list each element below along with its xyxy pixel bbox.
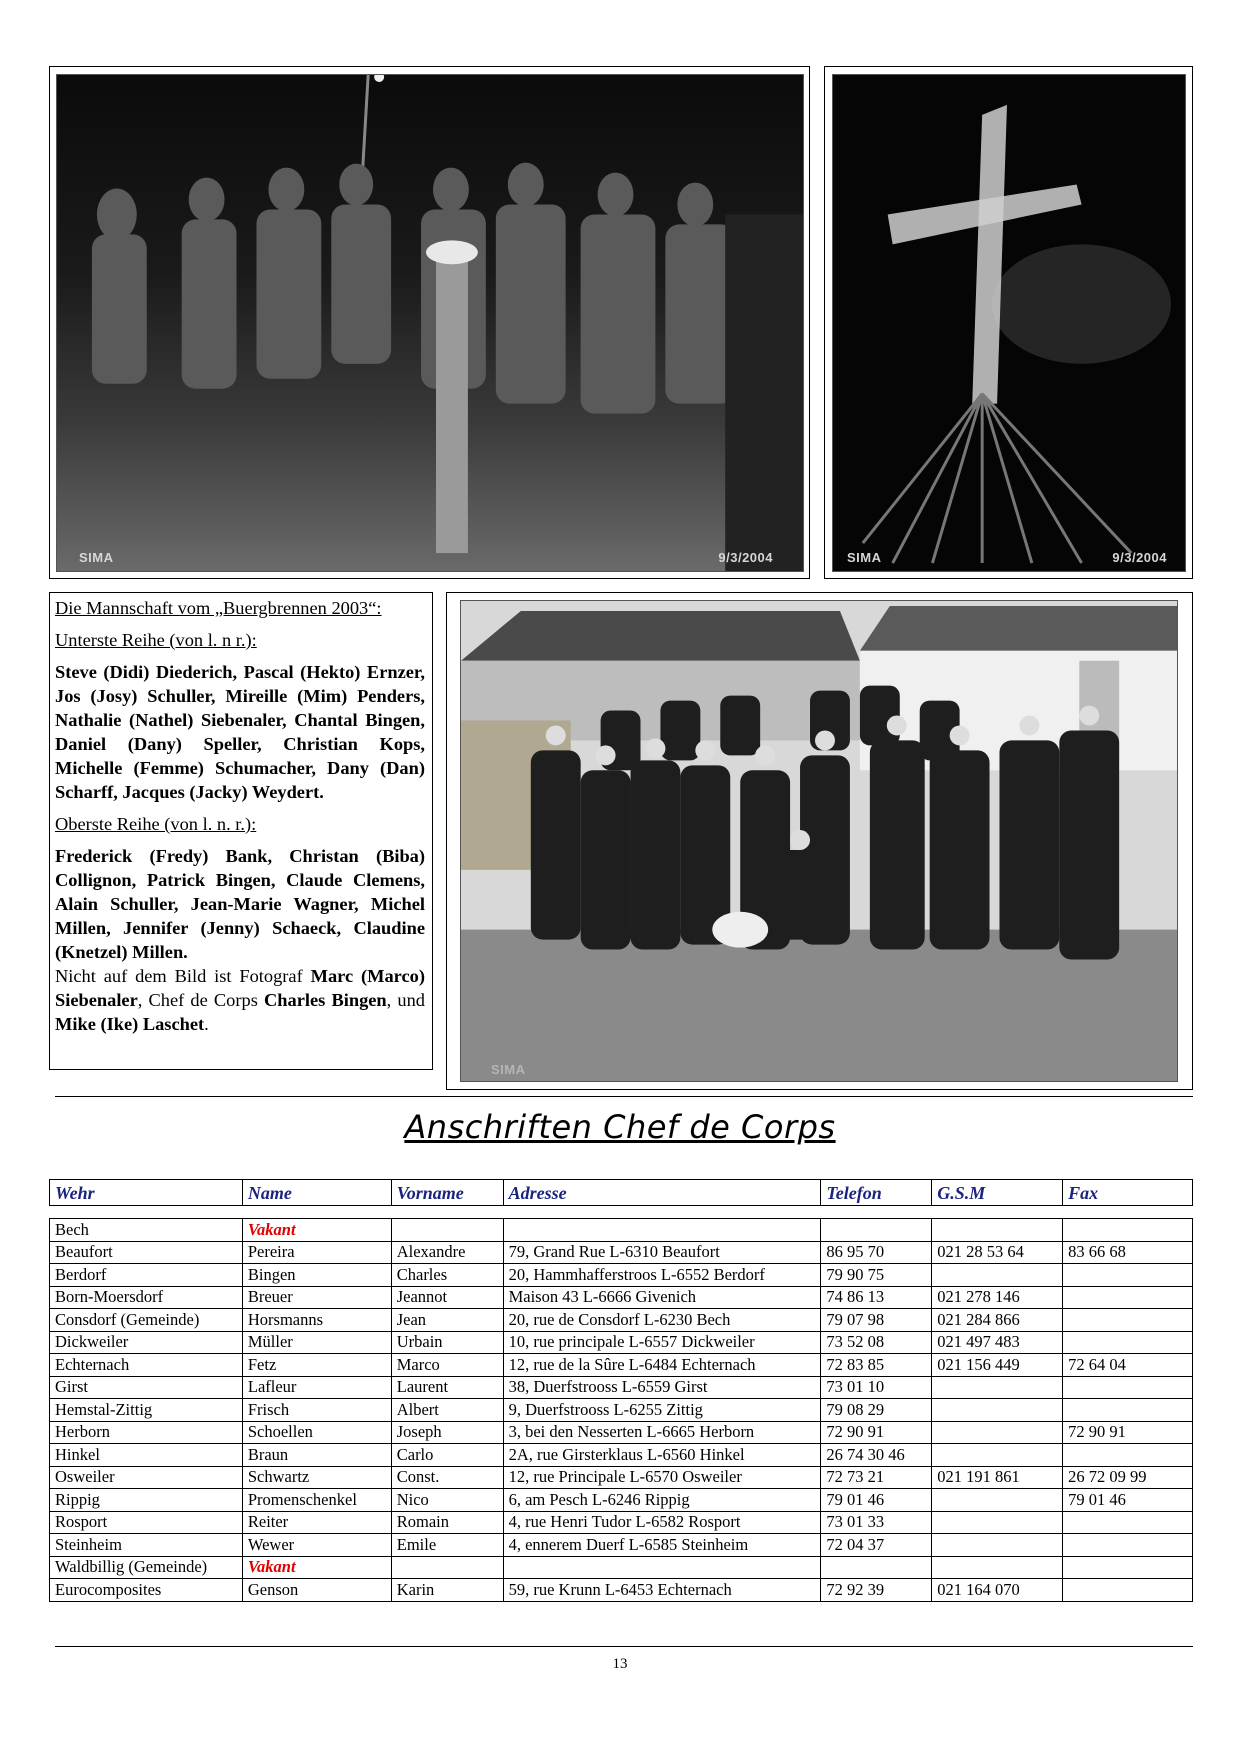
cell-telefon: 73 52 08 [821,1331,932,1354]
cell-telefon: 79 07 98 [821,1309,932,1332]
upper-row-label: Oberste Reihe (von l. n. r.): [55,814,257,834]
cell-fax: 72 90 91 [1063,1421,1193,1444]
cell-vorname: Charles [391,1264,503,1287]
lower-row-label: Unterste Reihe (von l. n r.): [55,630,257,650]
cell-name: Vakant [242,1219,391,1242]
table-row [50,1309,1193,1332]
cell-vorname: Jean [391,1309,503,1332]
cell-adresse: Maison 43 L-6666 Givenich [503,1286,821,1309]
cell-fax [1063,1511,1193,1534]
table-row [50,1556,1193,1579]
cell-gsm [932,1444,1063,1467]
cell-vorname: Karin [391,1579,503,1602]
cell-name: Bingen [242,1264,391,1287]
cell-vorname: Laurent [391,1376,503,1399]
table-row [50,1511,1193,1534]
cell-wehr: Waldbillig (Gemeinde) [50,1556,243,1579]
cell-fax [1063,1331,1193,1354]
column-header-fax: Fax [1063,1180,1193,1206]
cell-gsm [932,1421,1063,1444]
cell-telefon: 73 01 10 [821,1376,932,1399]
cell-wehr: Steinheim [50,1534,243,1557]
table-row [50,1421,1193,1444]
cell-fax: 72 64 04 [1063,1354,1193,1377]
photo-team [460,600,1178,1082]
cell-adresse: 12, rue de la Sûre L-6484 Echternach [503,1354,821,1377]
cell-vorname: Romain [391,1511,503,1534]
cell-wehr: Osweiler [50,1466,243,1489]
cell-fax [1063,1579,1193,1602]
photo-crowd-at-night [56,74,804,572]
cell-wehr: Eurocomposites [50,1579,243,1602]
cell-fax [1063,1399,1193,1422]
cell-vorname: Alexandre [391,1241,503,1264]
team-caption [55,596,425,1036]
page-number: 13 [612,1656,628,1672]
cell-wehr: Born-Moersdorf [50,1286,243,1309]
table-row [50,1444,1193,1467]
cell-fax [1063,1444,1193,1467]
cell-gsm [932,1489,1063,1512]
cell-name: Horsmanns [242,1309,391,1332]
cell-name: Müller [242,1331,391,1354]
cell-telefon: 74 86 13 [821,1286,932,1309]
cell-name: Vakant [242,1556,391,1579]
cell-adresse: 9, Duerfstrooss L-6255 Zittig [503,1399,821,1422]
table-row [50,1579,1193,1602]
cell-name: Pereira [242,1241,391,1264]
cell-adresse: 6, am Pesch L-6246 Rippig [503,1489,821,1512]
cell-name: Schwartz [242,1466,391,1489]
cell-name: Promenschenkel [242,1489,391,1512]
cell-gsm [932,1534,1063,1557]
cell-fax [1063,1556,1193,1579]
cell-telefon: 86 95 70 [821,1241,932,1264]
cell-gsm [932,1399,1063,1422]
cell-vorname: Albert [391,1399,503,1422]
table-row [50,1489,1193,1512]
cell-adresse: 79, Grand Rue L-6310 Beaufort [503,1241,821,1264]
cell-fax: 83 66 68 [1063,1241,1193,1264]
cell-vorname: Marco [391,1354,503,1377]
cell-vorname: Urbain [391,1331,503,1354]
note-text: , und [386,990,425,1010]
table-row [50,1331,1193,1354]
column-header-gsm: G.S.M [932,1180,1063,1206]
cell-adresse: 59, rue Krunn L-6453 Echternach [503,1579,821,1602]
cell-adresse: 38, Duerfstrooss L-6559 Girst [503,1376,821,1399]
table-row [50,1354,1193,1377]
cell-gsm [932,1219,1063,1242]
cell-fax [1063,1376,1193,1399]
address-table [49,1179,1193,1602]
column-header-telefon: Telefon [821,1180,932,1206]
cell-adresse: 2A, rue Girsterklaus L-6560 Hinkel [503,1444,821,1467]
table-row [50,1286,1193,1309]
cell-wehr: Hinkel [50,1444,243,1467]
cell-adresse: 10, rue principale L-6557 Dickweiler [503,1331,821,1354]
cell-fax [1063,1309,1193,1332]
cell-adresse: 4, rue Henri Tudor L-6582 Rosport [503,1511,821,1534]
column-header-wehr: Wehr [50,1180,243,1206]
cell-vorname: Nico [391,1489,503,1512]
cell-adresse: 20, rue de Consdorf L-6230 Bech [503,1309,821,1332]
cell-telefon: 73 01 33 [821,1511,932,1534]
cell-vorname: Const. [391,1466,503,1489]
table-row [50,1466,1193,1489]
cell-name: Lafleur [242,1376,391,1399]
photo-stamp: SIMA [847,550,882,565]
table-row [50,1376,1193,1399]
lower-row-names: Steve (Didi) Diederich, Pascal (Hekto) Ernzer, Jos (Josy) Schuller, Mireille (Mim) Penders, Nathalie (Nathel) Siebenaler, Chantal Bingen, Daniel (Dany) Speller, Christian Kops, Michelle (Femme) Schumacher, Dany (Dan) Scharff, Jacques (Jacky) Weydert. [55,662,425,802]
table-row [50,1264,1193,1287]
cell-telefon: 79 01 46 [821,1489,932,1512]
photo-burning-cross [832,74,1186,572]
cell-gsm: 021 28 53 64 [932,1241,1063,1264]
cell-gsm: 021 497 483 [932,1331,1063,1354]
caption-title: Die Mannschaft vom „Buergbrennen 2003“: [55,598,382,618]
cell-telefon: 72 73 21 [821,1466,932,1489]
section-heading: Anschriften Chef de Corps [404,1108,836,1146]
cell-name: Wewer [242,1534,391,1557]
cell-name: Breuer [242,1286,391,1309]
photo-stamp: SIMA [491,1062,526,1077]
cell-telefon [821,1556,932,1579]
cell-adresse [503,1219,821,1242]
cell-fax: 79 01 46 [1063,1489,1193,1512]
photo-date: 9/3/2004 [1112,550,1167,565]
cell-fax [1063,1286,1193,1309]
cell-telefon: 79 90 75 [821,1264,932,1287]
cell-wehr: Hemstal-Zittig [50,1399,243,1422]
table-row [50,1241,1193,1264]
cell-adresse: 20, Hammhafferstroos L-6552 Berdorf [503,1264,821,1287]
cell-adresse: 4, ennerem Duerf L-6585 Steinheim [503,1534,821,1557]
note-text: , Chef de Corps [137,990,265,1010]
table-row [50,1399,1193,1422]
cell-name: Reiter [242,1511,391,1534]
cell-telefon: 72 83 85 [821,1354,932,1377]
cell-fax [1063,1534,1193,1557]
note-text: Nicht auf dem Bild ist Fotograf [55,966,311,986]
cell-vorname: Emile [391,1534,503,1557]
cell-name: Schoellen [242,1421,391,1444]
cell-wehr: Girst [50,1376,243,1399]
cell-name: Genson [242,1579,391,1602]
note-other: Mike (Ike) Laschet [55,1014,205,1034]
cell-gsm: 021 164 070 [932,1579,1063,1602]
cell-vorname: Joseph [391,1421,503,1444]
cell-name: Braun [242,1444,391,1467]
footer-divider [55,1646,1193,1647]
cell-fax: 26 72 09 99 [1063,1466,1193,1489]
cell-telefon: 72 92 39 [821,1579,932,1602]
cell-gsm: 021 191 861 [932,1466,1063,1489]
cell-telefon: 72 04 37 [821,1534,932,1557]
note-photographer: Marc (Marco) Siebenaler [55,966,425,1010]
cell-wehr: Beaufort [50,1241,243,1264]
table-row [50,1219,1193,1242]
cell-name: Fetz [242,1354,391,1377]
cell-vorname: Carlo [391,1444,503,1467]
cell-gsm: 021 156 449 [932,1354,1063,1377]
cell-telefon: 26 74 30 46 [821,1444,932,1467]
cell-vorname: Jeannot [391,1286,503,1309]
cell-adresse: 12, rue Principale L-6570 Osweiler [503,1466,821,1489]
section-divider [55,1096,1193,1097]
cell-gsm [932,1264,1063,1287]
cell-gsm: 021 278 146 [932,1286,1063,1309]
cell-wehr: Bech [50,1219,243,1242]
cell-telefon [821,1219,932,1242]
cell-telefon: 72 90 91 [821,1421,932,1444]
cell-telefon: 79 08 29 [821,1399,932,1422]
cell-wehr: Rosport [50,1511,243,1534]
cell-wehr: Echternach [50,1354,243,1377]
upper-row-names: Frederick (Fredy) Bank, Christan (Biba) Collignon, Patrick Bingen, Claude Clemens, Alain Schuller, Jean-Marie Wagner, Michel Millen, Jennifer (Jenny) Schaeck, Claudine (Knetzel) Millen. [55,846,425,962]
cell-wehr: Berdorf [50,1264,243,1287]
cell-name: Frisch [242,1399,391,1422]
note-chef: Charles Bingen [264,990,387,1010]
cell-wehr: Consdorf (Gemeinde) [50,1309,243,1332]
table-row [50,1534,1193,1557]
column-header-vorname: Vorname [391,1180,503,1206]
cell-gsm [932,1556,1063,1579]
cell-vorname [391,1556,503,1579]
photo-date: 9/3/2004 [718,550,773,565]
caption-note [55,964,425,1036]
column-header-name: Name [242,1180,391,1206]
cell-wehr: Rippig [50,1489,243,1512]
cell-adresse [503,1556,821,1579]
cell-wehr: Dickweiler [50,1331,243,1354]
table-header-row [50,1180,1193,1206]
cell-gsm [932,1376,1063,1399]
cell-gsm: 021 284 866 [932,1309,1063,1332]
cell-fax [1063,1264,1193,1287]
cell-vorname [391,1219,503,1242]
column-header-adresse: Adresse [503,1180,821,1206]
cell-adresse: 3, bei den Nesserten L-6665 Herborn [503,1421,821,1444]
cell-wehr: Herborn [50,1421,243,1444]
table-spacer-row [50,1206,1193,1219]
photo-stamp: SIMA [79,550,114,565]
cell-gsm [932,1511,1063,1534]
note-text: . [204,1014,209,1034]
cell-fax [1063,1219,1193,1242]
